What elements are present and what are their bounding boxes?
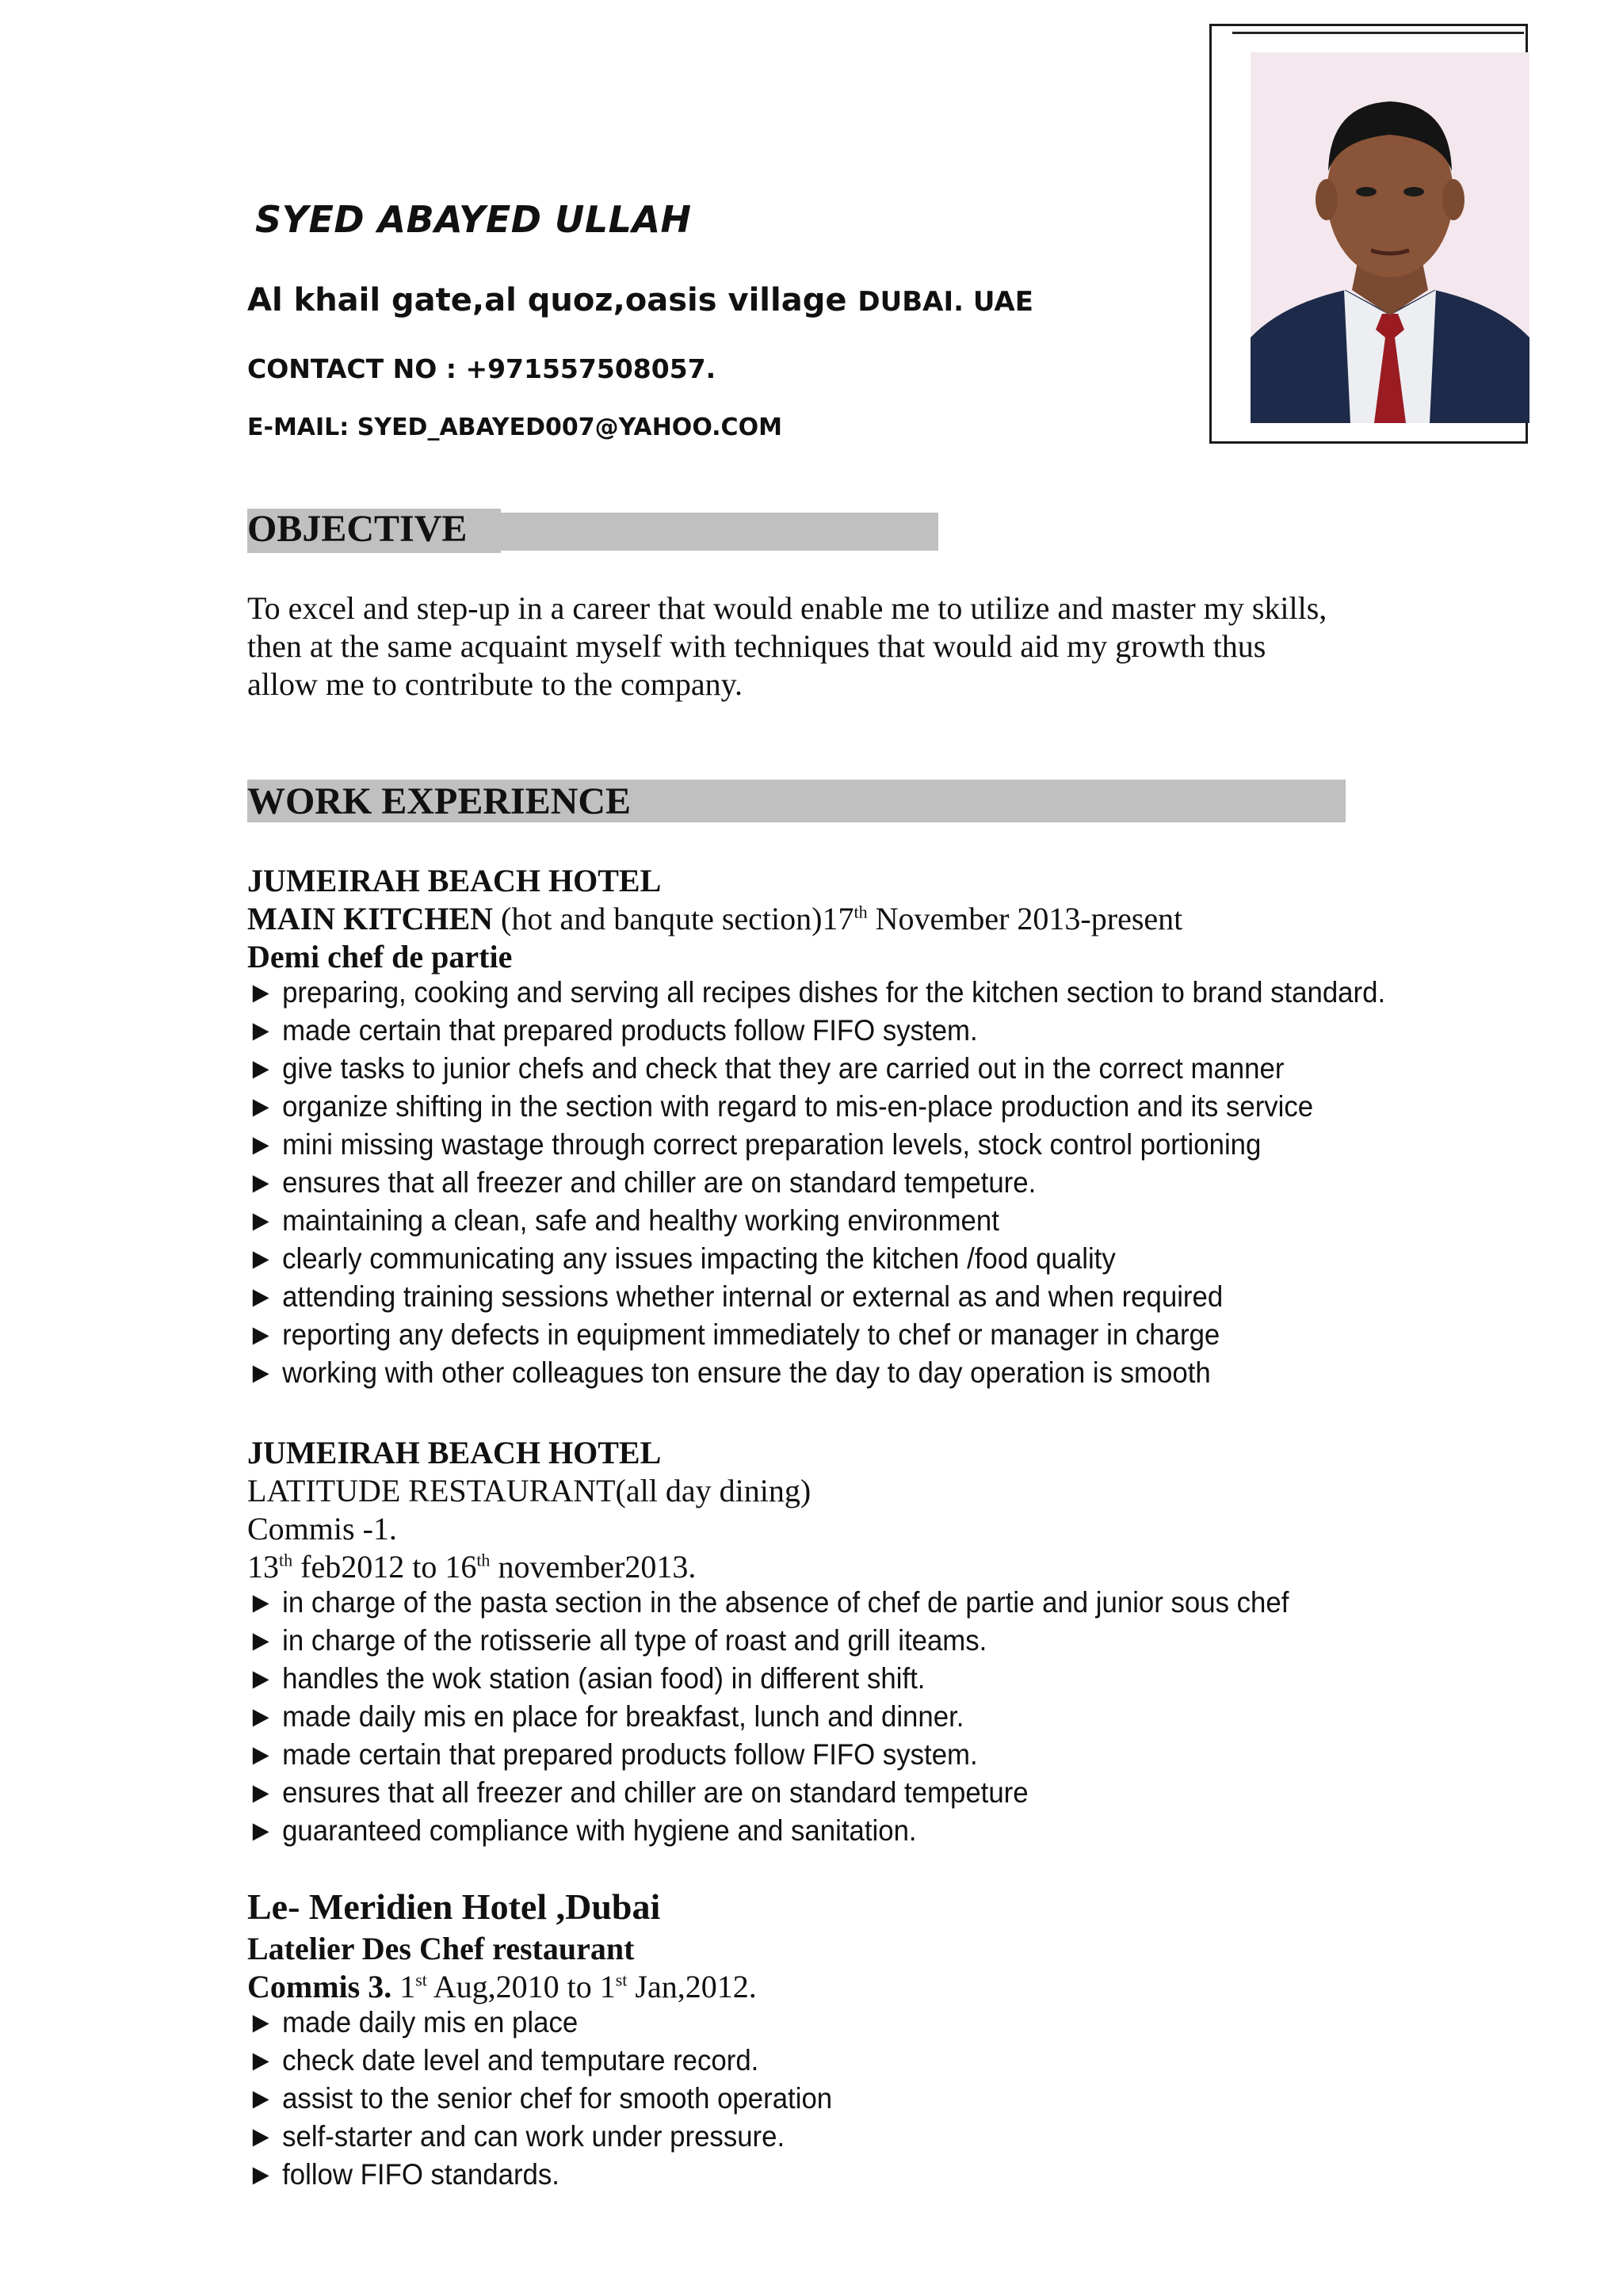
job2-bullet: ► in charge of the rotisserie all type of roast and grill iteams. <box>247 1624 987 1657</box>
job3-bullet: ► self-starter and can work under pressure. <box>247 2120 785 2153</box>
objective-heading: OBJECTIVE <box>247 508 468 550</box>
job2-date-mid: feb2012 to 16 <box>292 1549 477 1585</box>
job3-restaurant: Latelier Des Chef restaurant <box>247 1931 635 1966</box>
job2-role: Commis -1. <box>247 1511 397 1547</box>
objective-text <box>247 589 1436 704</box>
job3-role: Commis 3. <box>247 1969 392 2004</box>
job1-bullet: ► made certain that prepared products follow FIFO system. <box>247 1014 978 1047</box>
profile-photo <box>1251 52 1529 423</box>
job2-restaurant: LATITUDE RESTAURANT(all day dining) <box>247 1473 812 1508</box>
job1-bullet: ► mini missing wastage through correct preparation levels, stock control portioning <box>247 1128 1262 1161</box>
job2-date-end-sup: th <box>476 1550 491 1570</box>
job3-role-dates <box>247 1968 757 2005</box>
objective-line: To excel and step-up in a career that would enable me to utilize and master my skills, <box>247 590 1327 626</box>
job3-bullet: ► made daily mis en place <box>247 2006 579 2039</box>
job1-department <box>247 900 1182 937</box>
job3-bullet: ► assist to the senior chef for smooth operation <box>247 2082 833 2115</box>
job1-company: JUMEIRAH BEACH HOTEL <box>247 863 662 898</box>
job1-bullet: ► ensures that all freezer and chiller are on standard tempeture. <box>247 1166 1037 1199</box>
job2-bullet: ► made daily mis en place for breakfast, lunch and dinner. <box>247 1700 964 1733</box>
objective-line: then at the same acquaint myself with techniques that would aid my growth thus <box>247 628 1266 664</box>
address-main: Al khail gate,al quoz,oasis village <box>247 282 858 318</box>
job2-date-start-sup: th <box>279 1550 293 1570</box>
job3-bullet: ► check date level and temputare record. <box>247 2044 759 2077</box>
job1-bullet: ► preparing, cooking and serving all recipes dishes for the kitchen section to brand standard. <box>247 976 1386 1009</box>
job1-dept-name: MAIN KITCHEN <box>247 901 494 936</box>
job1-bullet: ► clearly communicating any issues impacting the kitchen /food quality <box>247 1242 1116 1275</box>
email-address: E-MAIL: SYED_ABAYED007@YAHOO.COM <box>247 414 782 441</box>
job2-date-end: november2013. <box>490 1549 697 1585</box>
job3-company: Le- Meridien Hotel ,Dubai <box>247 1886 661 1927</box>
photo-top-line <box>1232 32 1524 34</box>
job1-date-sup: th <box>854 902 868 922</box>
work-experience-heading: WORK EXPERIENCE <box>247 780 632 822</box>
job3-bullet: ► follow FIFO standards. <box>247 2158 559 2191</box>
job1-dept-date: November 2013-present <box>867 901 1183 936</box>
job1-bullet: ► reporting any defects in equipment immediately to chef or manager in charge <box>247 1318 1220 1351</box>
candidate-name: SYED ABAYED ULLAH <box>255 198 692 241</box>
job2-company: JUMEIRAH BEACH HOTEL <box>247 1435 662 1470</box>
job1-bullet: ► attending training sessions whether internal or external as and when required <box>247 1280 1224 1313</box>
job1-bullet: ► working with other colleagues ton ensure the day to day operation is smooth <box>247 1356 1211 1389</box>
job1-role: Demi chef de partie <box>247 939 513 974</box>
job3-date-end: Jan,2012. <box>627 1969 757 2004</box>
job2-dates <box>247 1548 696 1585</box>
contact-number: CONTACT NO : +971557508057. <box>247 353 716 384</box>
job2-bullet: ► ensures that all freezer and chiller are on standard tempeture <box>247 1776 1029 1809</box>
job3-date-start-sup: st <box>415 1970 427 1990</box>
job1-bullet: ► give tasks to junior chefs and check that they are carried out in the correct manner <box>247 1052 1285 1085</box>
address <box>247 282 1033 318</box>
job2-date-start: 13 <box>247 1549 279 1585</box>
address-city: DUBAI. UAE <box>857 286 1033 318</box>
job3-date-start: 1 <box>391 1969 416 2004</box>
job2-bullet: ► made certain that prepared products follow FIFO system. <box>247 1738 978 1771</box>
job1-bullet: ► organize shifting in the section with regard to mis-en-place production and its service <box>247 1090 1314 1123</box>
job2-bullet: ► guaranteed compliance with hygiene and sanitation. <box>247 1814 917 1847</box>
job1-bullet: ► maintaining a clean, safe and healthy working environment <box>247 1204 999 1237</box>
job2-bullet: ► handles the wok station (asian food) in different shift. <box>247 1662 926 1695</box>
objective-bar-extension <box>498 513 938 551</box>
objective-line: allow me to contribute to the company. <box>247 666 743 702</box>
job3-date-end-sup: st <box>615 1970 628 1990</box>
job2-bullet: ► in charge of the pasta section in the absence of chef de partie and junior sous chef <box>247 1586 1289 1619</box>
job3-date-mid: Aug,2010 to 1 <box>426 1969 616 2004</box>
job1-dept-detail: (hot and banqute section)17 <box>493 901 854 936</box>
